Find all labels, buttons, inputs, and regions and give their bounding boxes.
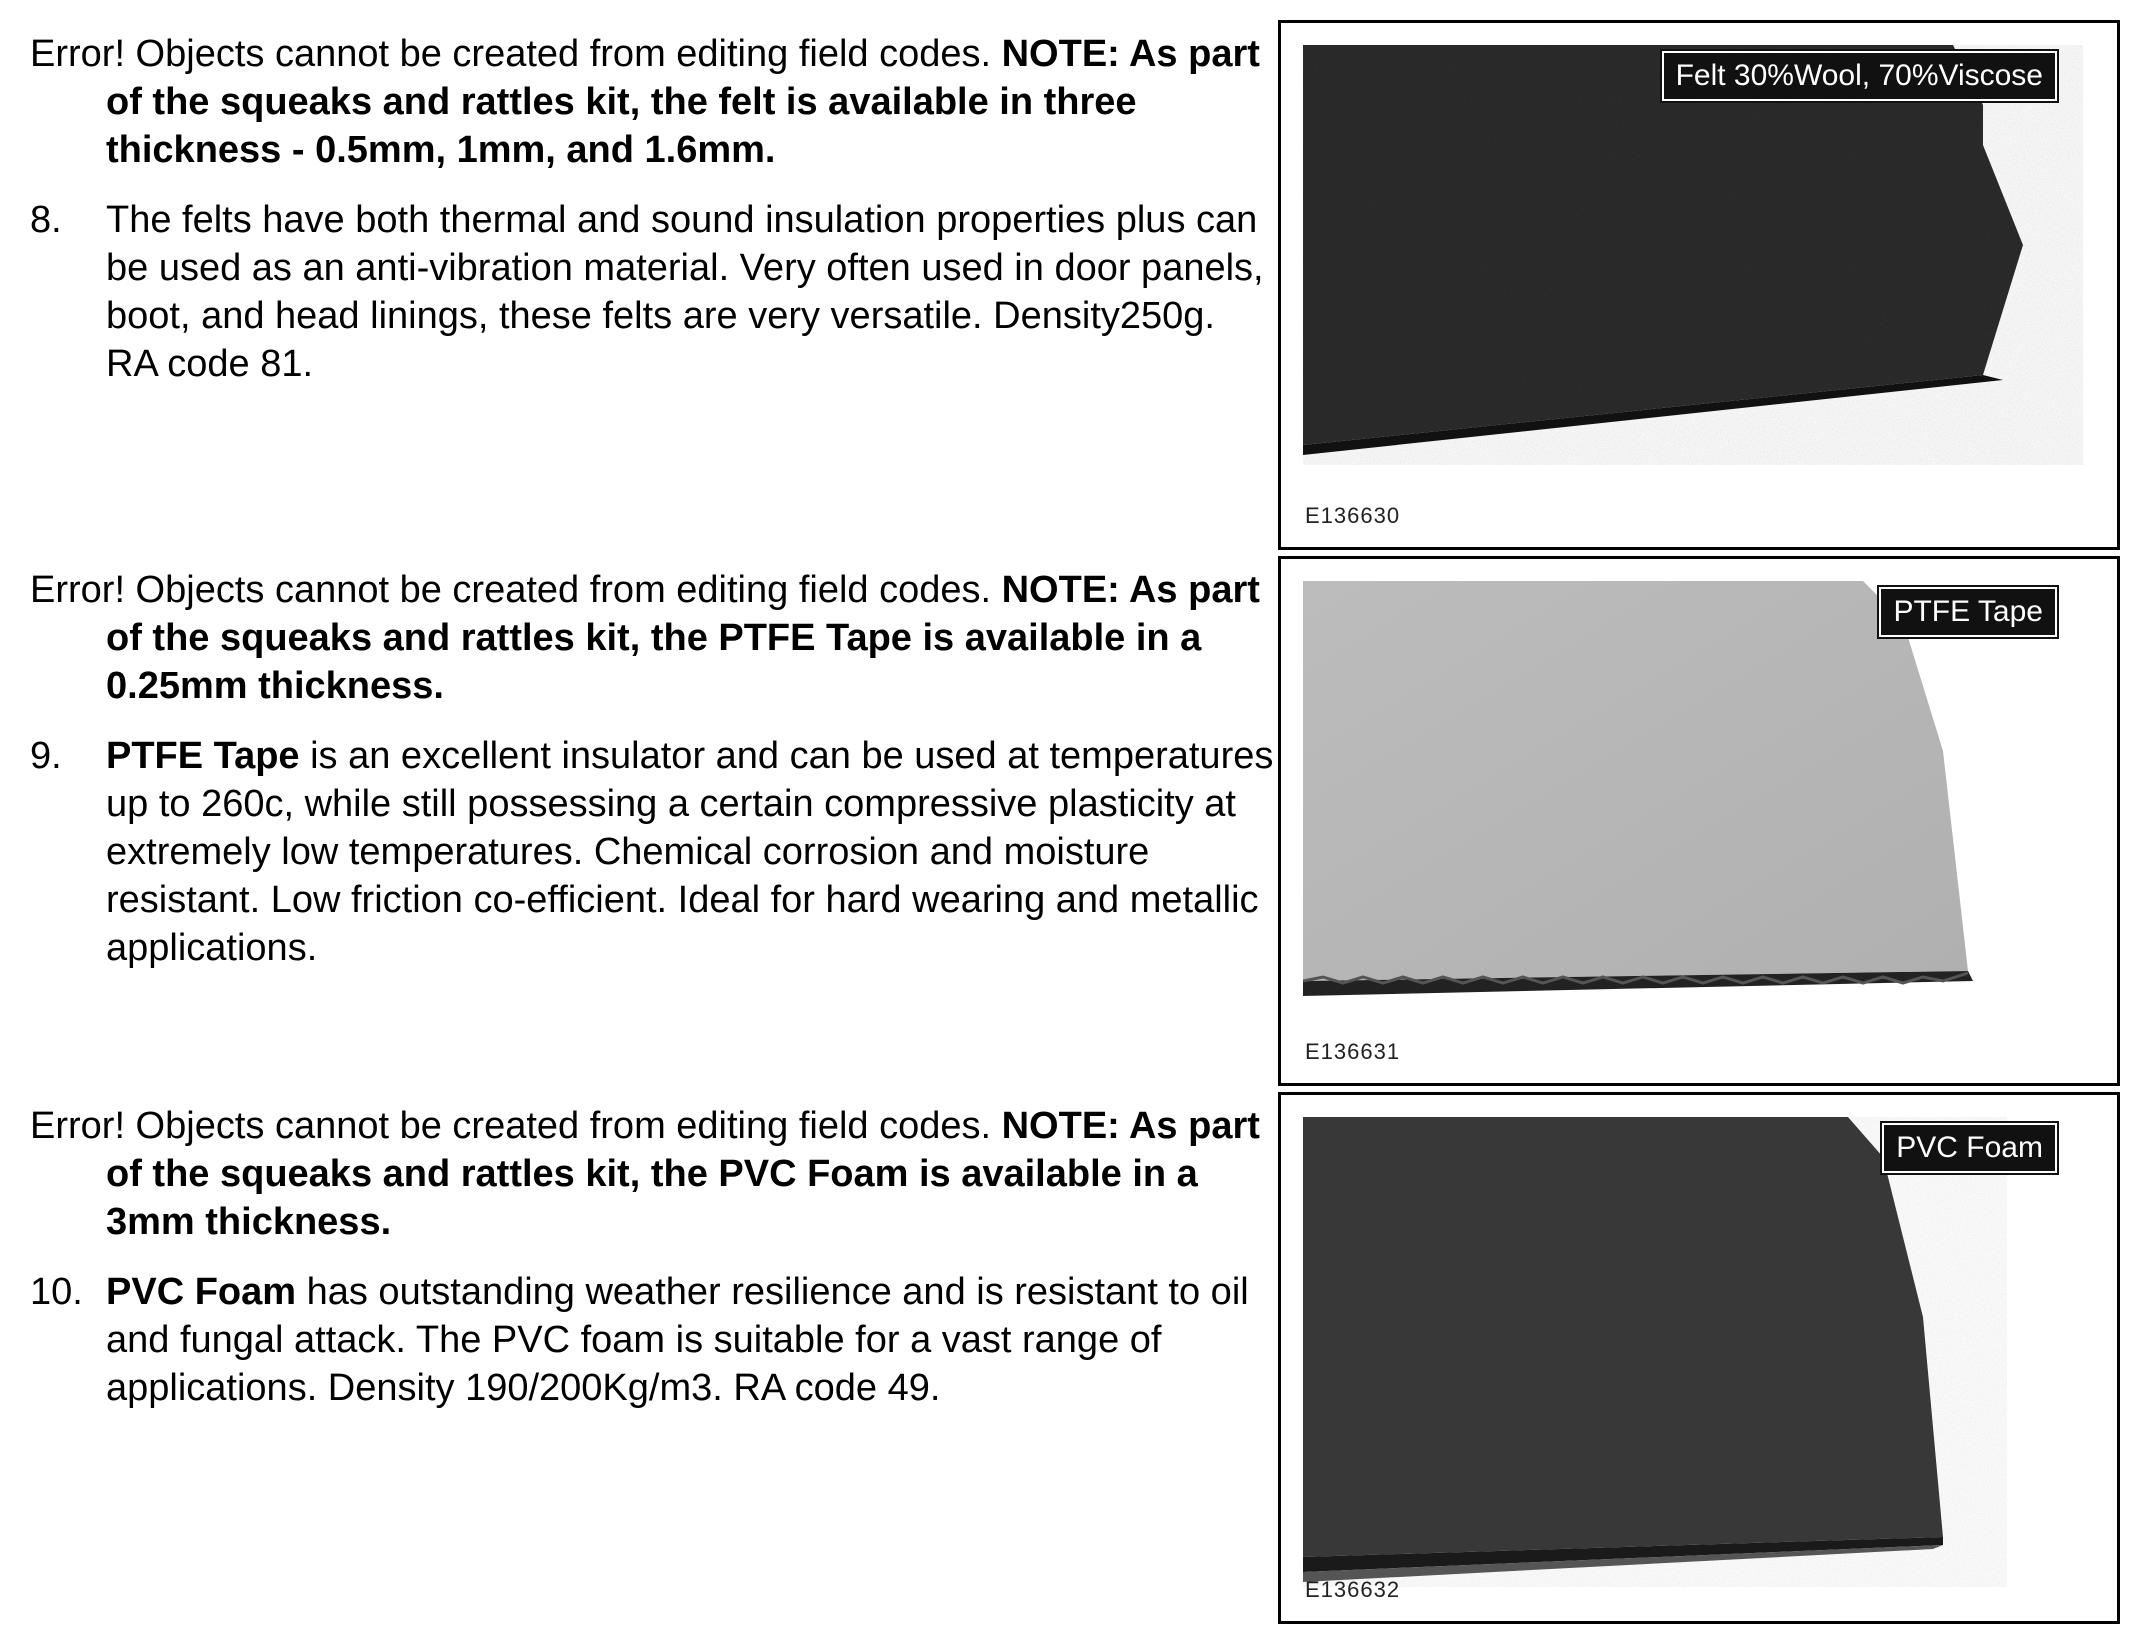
figure-felt	[1278, 20, 2120, 550]
figure-code: E136630	[1305, 503, 1401, 528]
list-item	[30, 196, 1275, 388]
figure-label: PVC Foam	[1882, 1123, 2057, 1173]
figure-code: E136631	[1305, 1039, 1401, 1064]
figure-code: E136632	[1305, 1577, 1401, 1602]
figure-pvc	[1278, 1092, 2120, 1624]
note-body: As part of the squeaks and rattles kit, the felt is available in three thickness - 0.5mm, 1mm, and 1.6mm.	[106, 33, 1260, 171]
item-number: 10.	[30, 1271, 83, 1313]
note-body: As part of the squeaks and rattles kit, the PVC Foam is available in a 3mm thickness.	[106, 1105, 1260, 1243]
note-paragraph	[30, 566, 1275, 710]
item-bold: PVC Foam	[106, 1271, 297, 1313]
figure-label: Felt 30%Wool, 70%Viscose	[1662, 51, 2057, 101]
figure-label: PTFE Tape	[1879, 587, 2057, 637]
item-number: 9.	[30, 735, 62, 777]
note-prefix: Error! Objects cannot be created from editing field codes.	[30, 569, 1002, 611]
item-text: The felts have both thermal and sound insulation properties plus can be used as an anti-vibration material. Very often used in door panels, boot, and head linings, these felts are very versatile. Density250g. RA code 81.	[106, 199, 1264, 385]
list-item	[30, 732, 1275, 972]
note-paragraph	[30, 30, 1275, 174]
item-text: has outstanding weather resilience and is resistant to oil and fungal attack. The PVC foam is suitable for a vast range of applications. Density 190/200Kg/m3. RA code 49.	[106, 1271, 1249, 1409]
item-bold: PTFE Tape	[106, 735, 300, 777]
item-number: 8.	[30, 199, 62, 241]
note-prefix: Error! Objects cannot be created from editing field codes.	[30, 1105, 1002, 1147]
section-ptfe	[30, 566, 1275, 972]
note-paragraph	[30, 1102, 1275, 1246]
figure-ptfe	[1278, 556, 2120, 1086]
felt-photo	[1303, 45, 2083, 465]
pvc-photo	[1303, 1117, 2083, 1587]
note-body: As part of the squeaks and rattles kit, the PTFE Tape is available in a 0.25mm thickness.	[106, 569, 1260, 707]
ptfe-photo	[1303, 581, 2083, 1001]
note-label: NOTE:	[1001, 1105, 1120, 1147]
note-label: NOTE:	[1001, 33, 1120, 75]
section-pvc	[30, 1102, 1275, 1412]
list-item	[30, 1268, 1275, 1412]
note-prefix: Error! Objects cannot be created from editing field codes.	[30, 33, 1002, 75]
note-label: NOTE:	[1001, 569, 1120, 611]
section-felt	[30, 30, 1275, 388]
item-text: is an excellent insulator and can be used at temperatures up to 260c, while still possessing a certain compressive plasticity at extremely low temperatures. Chemical corrosion and moisture resistant. Low friction co-efficient. Ideal for hard wearing and metallic applications.	[106, 735, 1274, 969]
